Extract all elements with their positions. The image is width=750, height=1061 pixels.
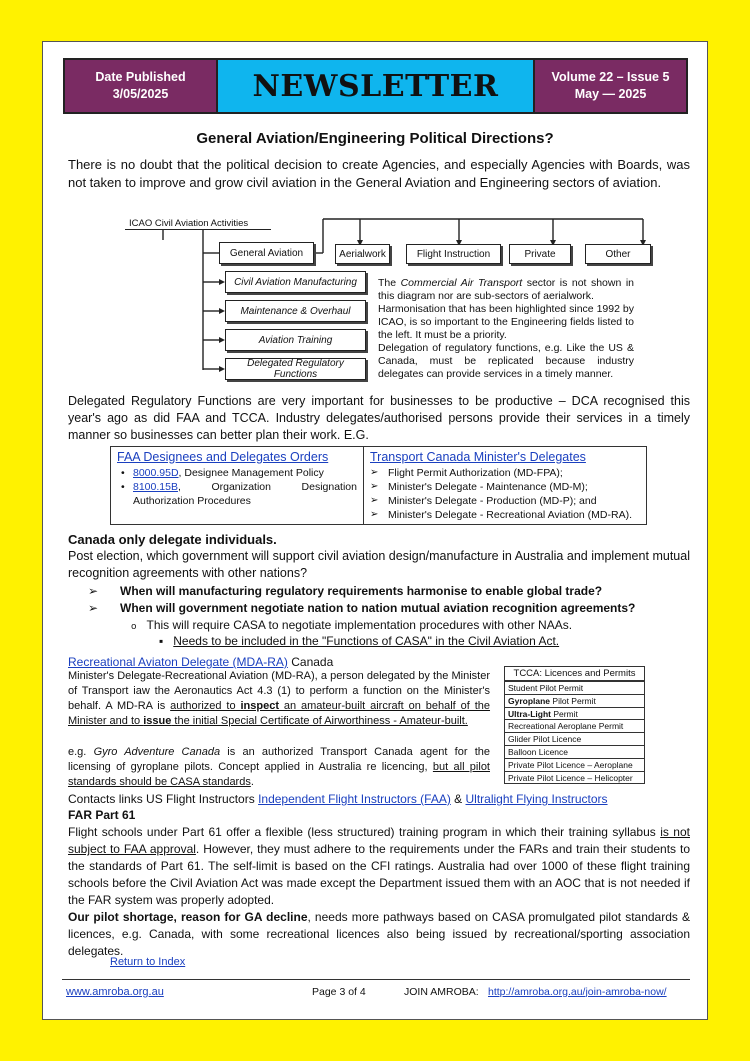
tc-delegate-item: ➢ Minister's Delegate - Recreational Aviation (MD-RA). bbox=[370, 508, 640, 522]
volume-issue: Volume 22 – Issue 5 bbox=[551, 70, 670, 84]
delegated-functions-box: Delegated Regulatory Functions bbox=[225, 358, 366, 380]
pilot-shortage-paragraph: Our pilot shortage, reason for GA decline, needs more pathways based on CASA promulgated pilot standards & licences, e.g. Canada, with some recreational licences also being issued by recreational/sporting association delegates. bbox=[68, 910, 690, 958]
contacts-line: Contacts links US Flight Instructors Independent Flight Instructors (FAA) & Ultralight Flying Instructors bbox=[68, 792, 608, 806]
licence-row: Student Pilot Permit bbox=[505, 681, 644, 694]
mda-ra-link[interactable]: Recreational Aviaton Delegate (MDA-RA) bbox=[68, 655, 288, 669]
licence-row: Recreational Aeroplane Permit bbox=[505, 719, 644, 732]
far-paragraph: Flight schools under Part 61 offer a flexible (less structured) training program in which their training syllabus is not subject to FAA approval. However, they must adhere to the requirements under the FARs and train their students to the standards of Part 61. The self-limit is based on the CFI ratings. Australia had over 1000 of these flight training schools before the Civil Aviation Act was made except the Department issued them with an AOC that is not needed if the FAR system was properly adopted. bbox=[68, 825, 691, 907]
sub-sub-point: ▪ Needs to be included in the "Functions of CASA" in the Civil Aviation Act. bbox=[159, 634, 560, 648]
article-title: General Aviation/Engineering Political Directions? bbox=[196, 130, 554, 147]
newsletter-page bbox=[42, 41, 708, 1020]
diagram-notes bbox=[378, 277, 634, 381]
ultralight-instructors-link[interactable]: Ultralight Flying Instructors bbox=[465, 792, 608, 806]
maintenance-box: Maintenance & Overhaul bbox=[225, 300, 366, 322]
tc-delegate-item: ➢ Minister's Delegate - Maintenance (MD-M); bbox=[370, 480, 640, 494]
order-link[interactable]: 8100.15B bbox=[133, 481, 178, 493]
aerialwork-box: Aerialwork bbox=[335, 244, 390, 264]
join-link[interactable]: http://amroba.org.au/join-amroba-now/ bbox=[488, 985, 667, 998]
canada-paragraph: Post election, which government will support civil aviation design/manufacture in Australia and implement mutual recognition agreements with other nations? bbox=[68, 549, 690, 580]
manufacturing-box: Civil Aviation Manufacturing bbox=[225, 271, 366, 293]
date-label: Date Published bbox=[95, 70, 186, 84]
other-box: Other bbox=[585, 244, 651, 264]
join-label: JOIN AMROBA: bbox=[404, 985, 479, 998]
return-to-index-link[interactable]: Return to Index bbox=[110, 956, 186, 968]
order-link[interactable]: 8000.95D bbox=[133, 467, 179, 479]
licence-row: Gyroplane Pilot Permit bbox=[505, 694, 644, 707]
newsletter-title: NEWSLETTER bbox=[216, 60, 535, 112]
mda-heading: Recreational Aviaton Delegate (MDA-RA) Canada bbox=[68, 655, 334, 669]
general-aviation-box: General Aviation bbox=[219, 242, 314, 264]
faa-order-item: • 8000.95D, Designee Management Policy bbox=[117, 466, 357, 480]
licences-table bbox=[504, 666, 645, 784]
question-1: ➢ When will manufacturing regulatory requirements harmonise to enable global trade? bbox=[88, 584, 603, 598]
tc-delegates-link[interactable]: Transport Canada Minister's Delegates bbox=[370, 450, 586, 464]
question-2: ➢ When will government negotiate nation to nation mutual aviation recognition agreements? bbox=[88, 601, 636, 615]
tc-delegate-item: ➢ Minister's Delegate - Production (MD-P); and bbox=[370, 494, 640, 508]
date-value: 3/05/2025 bbox=[112, 87, 169, 101]
site-link[interactable]: www.amroba.org.au bbox=[66, 985, 164, 998]
private-box: Private bbox=[509, 244, 571, 264]
intro-paragraph: There is no doubt that the political decision to create Agencies, and especially Agencies with Boards, was not taken to improve and grow civil aviation in the General Aviation and Engineering sectors of aviation. bbox=[68, 157, 690, 190]
page-number: Page 3 of 4 bbox=[312, 985, 366, 998]
flight-instruction-box: Flight Instruction bbox=[406, 244, 501, 264]
licences-heading: TCCA: Licences and Permits bbox=[505, 667, 644, 681]
footer bbox=[62, 979, 690, 1003]
licence-row: Ultra-Light Permit bbox=[505, 707, 644, 720]
return-link-wrap bbox=[110, 954, 692, 971]
diagram-note-1: The Commercial Air Transport sector is not shown in this diagram nor are sub-sectors of aerialwork. bbox=[378, 277, 634, 302]
faa-order-item: • 8100.15B, Organization Designation Authorization Procedures bbox=[117, 480, 357, 508]
licence-row: Private Pilot Licence – Aeroplane bbox=[505, 758, 644, 771]
independent-instructors-link[interactable]: Independent Flight Instructors (FAA) bbox=[258, 792, 451, 806]
delegated-paragraph: Delegated Regulatory Functions are very important for businesses to be productive – DCA recognised this year's ago as did FAA and TCCA. Industry delegates/authorised persons provide their services in a timely manner so businesses can better plan their work. E.G. bbox=[68, 394, 690, 442]
gyro-paragraph: e.g. Gyro Adventure Canada is an authorized Transport Canada agent for the licensing of gyroplane pilots. Concept applied in Australia re licencing, but all pilot standards should be CASA standards. bbox=[68, 746, 490, 788]
tc-column bbox=[364, 447, 646, 524]
delegates-table bbox=[110, 446, 647, 525]
far-heading: FAR Part 61 bbox=[68, 808, 136, 822]
licence-row: Private Pilot Licence – Helicopter bbox=[505, 771, 644, 784]
diagram-root-label: ICAO Civil Aviation Activities bbox=[125, 218, 271, 230]
aviation-training-box: Aviation Training bbox=[225, 329, 366, 351]
diagram-note-3: Delegation of regulatory functions, e.g. Like the US & Canada, must be replicated because industry delegates can provide services in a timely manner. bbox=[378, 342, 634, 380]
licence-row: Glider Pilot Licence bbox=[505, 732, 644, 745]
licence-row: Balloon Licence bbox=[505, 745, 644, 758]
canada-heading: Canada only delegate individuals. bbox=[68, 532, 277, 547]
mda-paragraph: Minister's Delegate-Recreational Aviation (MD-RA), a person delegated by the Minister of Transport iaw the Aeronautics Act 4.3 (1) to perform a function on the Minister's behalf. A MD-RA is authorized to inspect an amateur-built aircraft on behalf of the Minister and to issue the initial Special Certificate of Airworthiness - Amateur-built. bbox=[68, 670, 491, 727]
issue-month: May — 2025 bbox=[574, 87, 647, 101]
faa-column bbox=[111, 447, 364, 524]
tc-delegate-item: ➢ Flight Permit Authorization (MD-FPA); bbox=[370, 466, 640, 480]
diagram-note-2: Harmonisation that has been highlighted since 1992 by ICAO, is so important to the Engineering fields listed to the left. It must be a priority. bbox=[378, 303, 634, 341]
sub-point: o This will require CASA to negotiate implementation procedures with other NAAs. bbox=[131, 618, 573, 632]
faa-orders-link[interactable]: FAA Designees and Delegates Orders bbox=[117, 450, 329, 464]
